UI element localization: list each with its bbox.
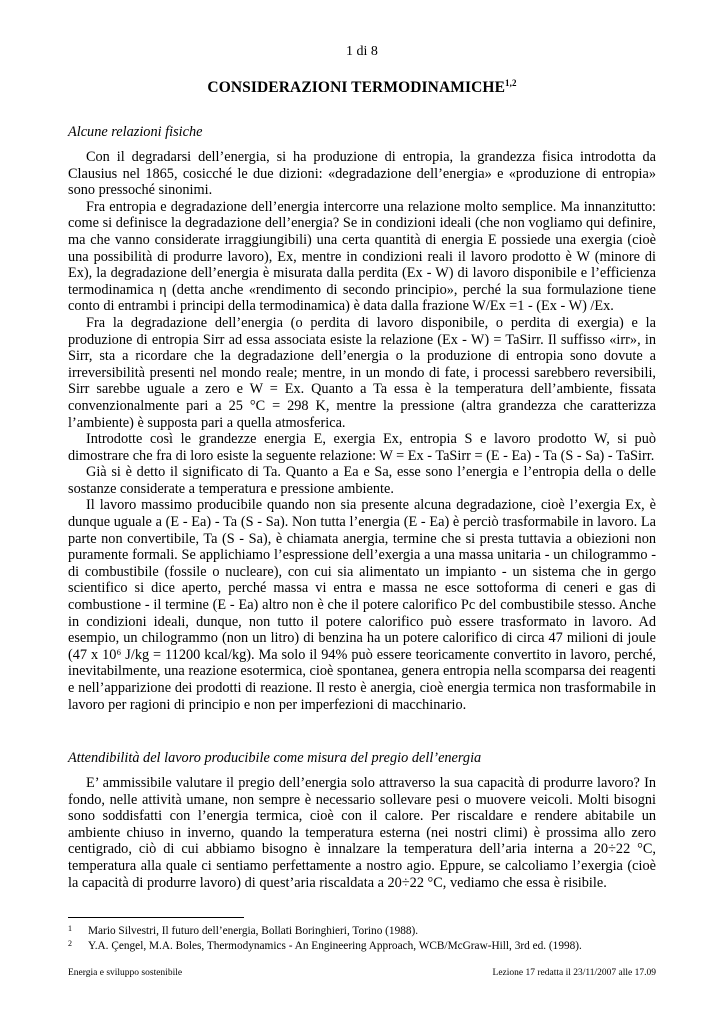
footer-course: Energia e sviluppo sostenibile: [68, 968, 183, 978]
footnote-2: [68, 939, 656, 954]
paragraph: Fra entropia e degradazione dell’energia intercorre una relazione molto semplice. Ma innanzitutto: come si definisce la degradazione dell’energia? Se in condizioni ideali (che non vogliamo qui definire, ma che vanno considerate irraggiungibili) una certa quantità di energia E possiede una exergia (cioè una possibilità di produrre lavoro), Ex, mentre in condizioni reali il lavoro prodotto è W (minore di Ex), la degradazione dell’energia è misurata dalla perdita (Ex - W) di lavoro disponibile e l’efficienza termodinamica η (detta anche «rendimento di secondo principio», perché la sua formulazione tiene conto di entrambi i principi della termodinamica) è data dalla frazione W/Ex =1 - (Ex - W) /Ex.: [68, 198, 656, 315]
section-heading-attendibilita: Attendibilità del lavoro producibile come misura del pregio dell’energia: [68, 750, 482, 766]
footer-lesson-info: Lezione 17 redatta il 23/11/2007 alle 17.09: [492, 968, 656, 978]
page-footer: [68, 968, 656, 978]
footnote-mark: 2: [68, 939, 72, 948]
footnote-1: [68, 924, 656, 939]
footnote-mark: 1: [68, 924, 72, 933]
footnote-text: Mario Silvestri, Il futuro dell’energia, Bollati Boringhieri, Torino (1988).: [88, 925, 419, 937]
page-number: 1 di 8: [346, 44, 378, 59]
title-footnote-refs: 1,2: [505, 78, 517, 88]
paragraph: E’ ammissibile valutare il pregio dell’energia solo attraverso la sua capacità di produrre lavoro? In fondo, nelle attività umane, non sempre è necessario sollevare pesi o muovere veicoli. Molti bisogni sono soddisfatti con l’energia termica, cioè con il calore. Per riscaldare e rendere abitabile un ambiente chiuso in inverno, quando la temperatura esterna (nei nostri climi) è prossima allo zero centigrado, ciò di cui abbiamo bisogno è innalzare la temperatura dell’aria interna a 20÷22 °C, temperatura alla quale ci sentiamo perfettamente a nostro agio. Eppure, se calcoliamo l’exergia (cioè la capacità di produrre lavoro) di quest’aria riscaldata a 20÷22 °C, vediamo che essa è risibile.: [68, 775, 656, 891]
section-body-relazioni: [68, 149, 656, 713]
paragraph: Introdotte così le grandezze energia E, exergia Ex, entropia S e lavoro prodotto W, si può dimostrare che fra di loro esiste la seguente relazione: W = Ex - TaSirr = (E - Ea) - Ta (S - Sa) - TaSirr.: [68, 431, 656, 464]
footnote-separator: [68, 917, 244, 918]
paragraph: Il lavoro massimo producibile quando non sia presente alcuna degradazione, cioè l’exergia Ex, è dunque uguale a (E - Ea) - Ta (S - Sa). Non tutta l’energia (E - Ea) è perciò trasformabile in lavoro. La parte non convertibile, Ta (S - Sa), è chiamata anergia, termine che si presta tuttavia a obiezioni non puramente formali. Se applichiamo l’espressione dell’exergia a una massa unitaria - un chilogrammo - di combustibile (fossile o nucleare), con cui sia alimentato un impianto - un sistema che in gergo scientifico si dice aperto, perché massa vi entra e massa ne esce sottoforma di ceneri e gas di combustione - il termine (E - Ea) altro non è che il potere calorifico Pc del combustibile stesso. Anche in condizioni ideali, dunque, non tutto il potere calorifico può essere trasformato in lavoro. Ad esempio, un chilogrammo (non un litro) di benzina ha un potere calorifico di circa 47 milioni di joule (47 x 10⁶ J/kg = 11200 kcal/kg). Ma solo il 94% può essere teoricamente convertito in lavoro, perché, inevitabilmente, una reazione esotermica, cioè spontanea, genera entropia nella scomparsa dei reagenti e nell’apparizione dei prodotti di reazione. Il resto è anergia, cioè energia termica non trasformabile in lavoro per ragioni di principio e non per imperfezioni di macchinario.: [68, 497, 656, 713]
title-text: CONSIDERAZIONI TERMODINAMICHE: [207, 79, 506, 97]
paragraph: Già si è detto il significato di Ta. Quanto a Ea e Sa, esse sono l’energia e l’entropia della o delle sostanze considerate a temperatura e pressione ambiente.: [68, 464, 656, 497]
paragraph: Fra la degradazione dell’energia (o perdita di lavoro disponibile, o perdita di exergia) e la produzione di entropia Sirr ad essa associata esiste la relazione (Ex - W) = TaSirr. Il suffisso «irr», in Sirr, sta a ricordare che la degradazione dell’energia o la produzione di entropia sono dovute a irreversibilità presenti nel mondo reale; mentre, in un mondo di fate, i processi sarebbero reversibili, Sirr sarebbe uguale a zero e W = Ex. Quanto a Ta essa è la temperatura dell’ambiente, fissata convenzionalmente pari a 25 °C = 298 K, mentre la pressione (altra grandezza che caratterizza l’ambiente) è supposta pari a quella atmosferica.: [68, 314, 656, 431]
section-heading-relazioni: Alcune relazioni fisiche: [68, 124, 203, 140]
section-body-attendibilita: [68, 775, 656, 891]
page-title: [68, 78, 656, 97]
footnotes: [68, 924, 656, 954]
footnote-text: Y.A. Çengel, M.A. Boles, Thermodynamics - An Engineering Approach, WCB/McGraw-Hill, 3rd ed. (1998).: [88, 940, 582, 952]
paragraph: Con il degradarsi dell’energia, si ha produzione di entropia, la grandezza fisica introdotta da Clausius nel 1865, cosicché le due dizioni: «degradazione dell’energia» e «produzione di entropia» sono pressoché sinonimi.: [68, 149, 656, 199]
